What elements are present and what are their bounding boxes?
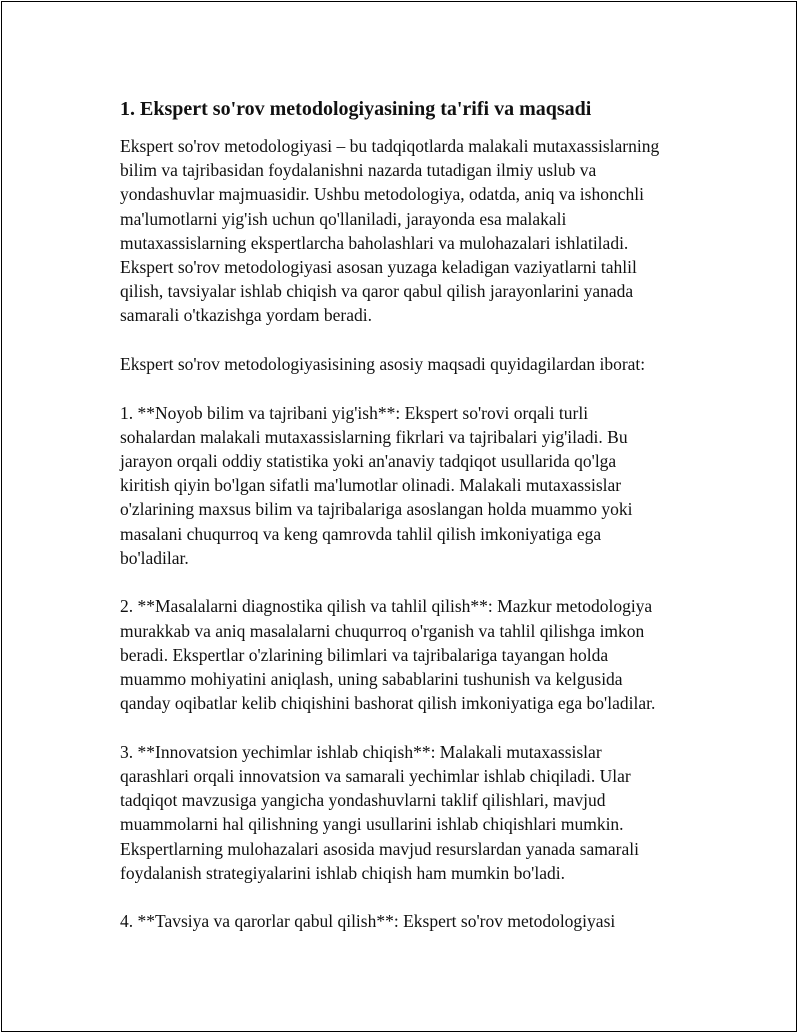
text-line: yondashuvlar majmuasidir. Ushbu metodologiya, odatda, aniq va ishonchli	[120, 184, 644, 205]
text-line: sohalardan malakali mutaxassislarning fikrlari va tajribalari yig'iladi. Bu	[120, 426, 628, 447]
text-line: murakkab va aniq masalalarni chuqurroq o'rganish va tahlil qilishga imkon	[120, 620, 645, 641]
text-line: foydalanish strategiyalarini ishlab chiqish ham mumkin bo'ladi.	[120, 862, 565, 883]
text-line: 4. **Tavsiya va qarorlar qabul qilish**: Ekspert so'rov metodologiyasi	[120, 911, 616, 932]
text-line: kiritish qiyin bo'lgan sifatli ma'lumotlar olinadi. Malakali mutaxassislar	[120, 475, 622, 496]
text-line: qilish, tavsiyalar ishlab chiqish va qaror qabul qilish jarayonlarini yanada	[120, 281, 634, 302]
page-frame	[1, 1, 797, 1032]
paragraph	[120, 594, 700, 715]
text-line: mutaxassislarning ekspertlarcha baholashlari va mulohazalari ishlatiladi.	[120, 232, 629, 253]
paragraph	[120, 740, 700, 885]
text-line: Ekspert so'rov metodologiyasi asosan yuzaga keladigan vaziyatlarni tahlil	[120, 257, 637, 278]
document-body	[120, 96, 700, 958]
text-line: o'zlarining maxsus bilim va tajribalariga asoslangan holda muammo yoki	[120, 499, 633, 520]
text-line: Ekspert so'rov metodologiyasi – bu tadqiqotlarda malakali mutaxassislarning	[120, 136, 660, 156]
text-line: masalani chuqurroq va keng qamrovda tahlil qilish imkoniyatiga ega	[120, 523, 602, 544]
text-line: Ekspertlarning mulohazalari asosida mavjud resurslardan yanada samarali	[120, 838, 639, 859]
paragraph-list	[120, 134, 700, 934]
paragraph	[120, 134, 700, 328]
text-line: muammolarni hal qilishning yangi usullarini ishlab chiqishlari mumkin.	[120, 814, 624, 835]
paragraph	[120, 352, 700, 376]
section-heading: 1. Ekspert so'rov metodologiyasining ta'rifi va maqsadi	[120, 98, 592, 120]
text-line: 3. **Innovatsion yechimlar ishlab chiqish**: Malakali mutaxassislar	[120, 741, 602, 762]
text-line: jarayon orqali oddiy statistika yoki an'anaviy tadqiqot usullarida qo'lga	[120, 451, 617, 472]
text-line: 2. **Masalalarni diagnostika qilish va tahlil qilish**: Mazkur metodologiya	[120, 596, 653, 617]
text-line: qanday oqibatlar kelib chiqishini bashorat qilish imkoniyatiga ega bo'ladilar.	[120, 693, 656, 714]
text-line: samarali o'tkazishga yordam beradi.	[120, 305, 372, 326]
text-line: bilim va tajribasidan foydalanishni nazarda tutadigan ilmiy uslub va	[120, 160, 597, 181]
text-line: 1. **Noyob bilim va tajribani yig'ish**: Ekspert so'rovi orqali turli	[120, 402, 589, 423]
text-line: beradi. Ekspertlar o'zlarining bilimlari va tajribalariga tayangan holda	[120, 644, 609, 665]
text-line: muammo mohiyatini aniqlash, uning sabablarini tushunish va kelgusida	[120, 669, 623, 690]
paragraph	[120, 401, 700, 570]
text-line: qarashlari orqali innovatsion va samarali yechimlar ishlab chiqiladi. Ular	[120, 766, 631, 787]
text-line: bo'ladilar.	[120, 547, 189, 568]
text-line: Ekspert so'rov metodologiyasisining asosiy maqsadi quyidagilardan iborat:	[120, 354, 646, 375]
paragraph	[120, 909, 700, 933]
text-line: ma'lumotlarni yig'ish uchun qo'llaniladi, jarayonda esa malakali	[120, 208, 567, 229]
text-line: tadqiqot mavzusiga yangicha yondashuvlarni taklif qilishlari, mavjud	[120, 790, 606, 811]
